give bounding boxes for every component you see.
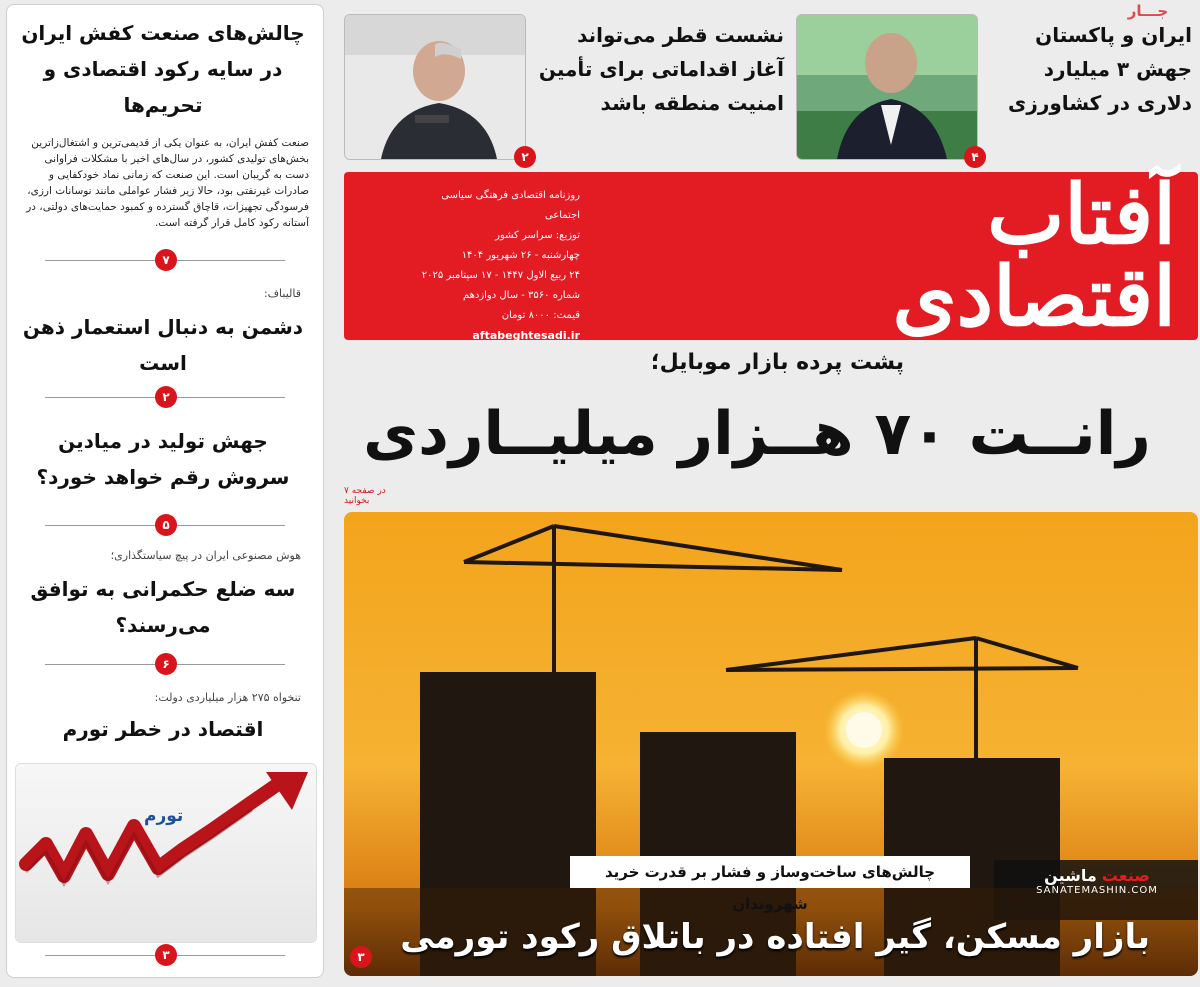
corner-tag: جـــار bbox=[1127, 2, 1169, 20]
watermark-brand-part1: صنعت bbox=[1101, 866, 1150, 885]
card-title-iran-pakistan[interactable]: ایران و پاکستان جهش ۳ میلیارد دلاری در کشاورزی bbox=[1008, 23, 1192, 115]
watermark-brand-part2: ماشین bbox=[1044, 866, 1097, 885]
photo-headline[interactable]: بازار مسکن، گیر افتاده در باتلاق رکود تورمی bbox=[400, 917, 1150, 957]
masthead bbox=[344, 167, 1198, 345]
card-title-qatar-meeting[interactable]: نشست قطر می‌تواند آغاز اقداماتی برای تأمین امنیت منطقه باشد bbox=[538, 23, 784, 115]
info-line: روزنامه اقتصادی فرهنگی سیاسی اجتماعی bbox=[441, 190, 580, 221]
page-number-badge: ۲ bbox=[155, 386, 177, 408]
page-reference: در صفحه ۷ بخوانید bbox=[344, 486, 386, 506]
info-line: ۲۴ ربیع الاول ۱۴۴۷ - ۱۷ سپتامبر ۲۰۲۵ bbox=[421, 270, 580, 281]
sidebar bbox=[6, 4, 324, 978]
info-line: چهارشنبه - ۲۶ شهریور ۱۴۰۴ bbox=[461, 250, 580, 261]
website-link[interactable]: aftabeghtesadi.ir bbox=[472, 329, 580, 342]
story-body-shoe-industry: صنعت کفش ایران، به عنوان یکی از قدیمی‌ترین و اشتغال‌زاترین بخش‌های تولیدی کشور، در سال‌های اخیر با مشکلات فراوانی دست به گریبان است. این صنعت که زمانی نماد خودکفایی و صادرات غیرنفتی بود، حالا زیر فشار عواملی مانند نوسانات ارزی، فرسودگی تجهیزات، قاچاق گسترده و کمبود حمایت‌های دولتی، در آستانه رکود کامل قرار گرفته است. bbox=[26, 137, 309, 229]
page-number-badge: ۶ bbox=[155, 653, 177, 675]
page-number-badge: ۷ bbox=[155, 249, 177, 271]
inflation-graphic-label: تورم bbox=[144, 806, 184, 826]
story-kicker: هوش مصنوعی ایران در پیچ سیاستگذاری؛ bbox=[110, 549, 301, 562]
page-number-badge: ۳ bbox=[155, 944, 177, 966]
story-title-ai-governance[interactable]: سه ضلع حکمرانی به توافق می‌رسند؟ bbox=[30, 577, 296, 637]
info-line: شماره ۳۵۶۰ - سال دوازدهم bbox=[462, 290, 580, 301]
story-title-inflation[interactable]: اقتصاد در خطر تورم bbox=[62, 717, 264, 741]
masthead-logo[interactable]: آفتاب اقتصادی bbox=[892, 167, 1176, 345]
masthead-logo-wrap bbox=[726, 167, 1176, 345]
photo-pakistan-official bbox=[796, 14, 978, 160]
rising-arrow-icon bbox=[16, 764, 316, 942]
page-number-badge: ۴ bbox=[964, 146, 986, 168]
story-title-enemy[interactable]: دشمن به دنبال استعمار ذهن است bbox=[22, 315, 304, 375]
main-kicker: پشت پرده بازار موبایل؛ bbox=[650, 350, 904, 375]
watermark-url: SANATEMASHIN.COM bbox=[1036, 885, 1158, 896]
main-photo-construction bbox=[344, 512, 1198, 976]
story-title-shoe-industry[interactable]: چالش‌های صنعت کفش ایران در سایه رکود اقتصادی و تحریم‌ها bbox=[21, 21, 305, 117]
masthead-info bbox=[420, 186, 580, 346]
page-number-badge: ۲ bbox=[514, 146, 536, 168]
inflation-graphic bbox=[15, 763, 317, 943]
page-number-badge: ۳ bbox=[350, 946, 372, 968]
photo-subtitle: چالش‌های ساخت‌وساز و فشار بر قدرت خرید شهروندان bbox=[570, 856, 970, 888]
story-title-soroush[interactable]: جهش تولید در میادین سروش رقم خواهد خورد؟ bbox=[36, 429, 290, 489]
photo-president bbox=[344, 14, 526, 160]
info-line: توزیع: سراسر کشور bbox=[495, 230, 580, 241]
story-kicker: تنخواه ۲۷۵ هزار میلیاردی دولت: bbox=[154, 691, 301, 704]
info-line: قیمت: ۸۰۰۰ تومان bbox=[501, 310, 580, 321]
watermark bbox=[1000, 866, 1194, 896]
story-kicker: قالیباف: bbox=[263, 287, 301, 300]
page-number-badge: ۵ bbox=[155, 514, 177, 536]
main-headline[interactable]: رانــت ۷۰ هــزار میلیــاردی bbox=[363, 399, 1151, 469]
